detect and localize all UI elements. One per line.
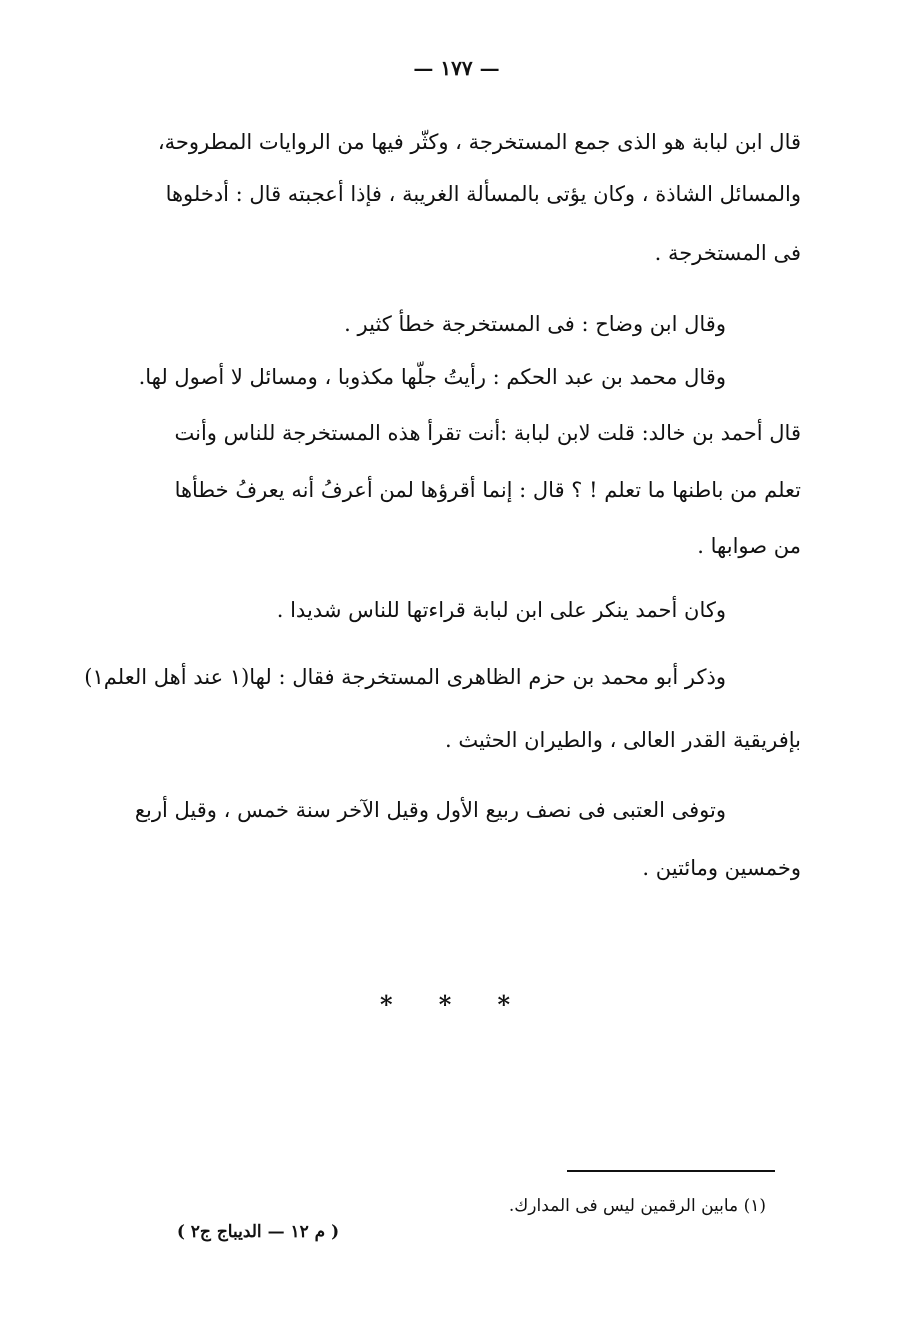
text-line: تعلم من باطنها ما تعلم ! ؟ قال : إنما أقرؤها لمن أعرفُ أنه يعرفُ خطأها: [174, 478, 801, 502]
text-line: وتوفى العتبى فى نصف ربيع الأول وقيل الآخر سنة خمس ، وقيل أربع: [134, 798, 726, 822]
page-number: — ١٧٧ —: [413, 56, 500, 80]
footnote: (١) مابين الرقمين ليس فى المدارك.: [508, 1196, 766, 1216]
section-ornament: [380, 990, 510, 1019]
text-line: وخمسين ومائتين .: [642, 856, 801, 880]
footnote-rule: [567, 1170, 775, 1172]
text-line: من صوابها .: [697, 534, 801, 558]
signature-mark: ( م ١٢ — الديباج ج٢ ): [176, 1222, 340, 1242]
text-line: وكان أحمد ينكر على ابن لبابة قراءتها للناس شديدا .: [276, 598, 726, 622]
ornament-star: *: [438, 990, 452, 1019]
text-line: وقال ابن وضاح : فى المستخرجة خطأ كثير .: [344, 312, 726, 336]
text-line: والمسائل الشاذة ، وكان يؤتى بالمسألة الغريبة ، فإذا أعجبته قال : أدخلوها: [165, 182, 801, 206]
text-line: قال أحمد بن خالد: قلت لابن لبابة :أنت تقرأ هذه المستخرجة للناس وأنت: [174, 421, 801, 445]
ornament-star: *: [380, 990, 393, 1019]
text-line: قال ابن لبابة هو الذى جمع المستخرجة ، وكثّر فيها من الروايات المطروحة،: [157, 130, 801, 154]
text-line: بإفريقية القدر العالى ، والطيران الحثيث .: [445, 728, 801, 752]
text-line: وقال محمد بن عبد الحكم : رأيتُ جلّها مكذوبا ، ومسائل لا أصول لها.: [138, 365, 726, 389]
text-line: فى المستخرجة .: [654, 241, 801, 265]
ornament-star: *: [497, 990, 510, 1019]
text-line: وذكر أبو محمد بن حزم الظاهرى المستخرجة فقال : لها(١ عند أهل العلم١): [84, 665, 726, 689]
